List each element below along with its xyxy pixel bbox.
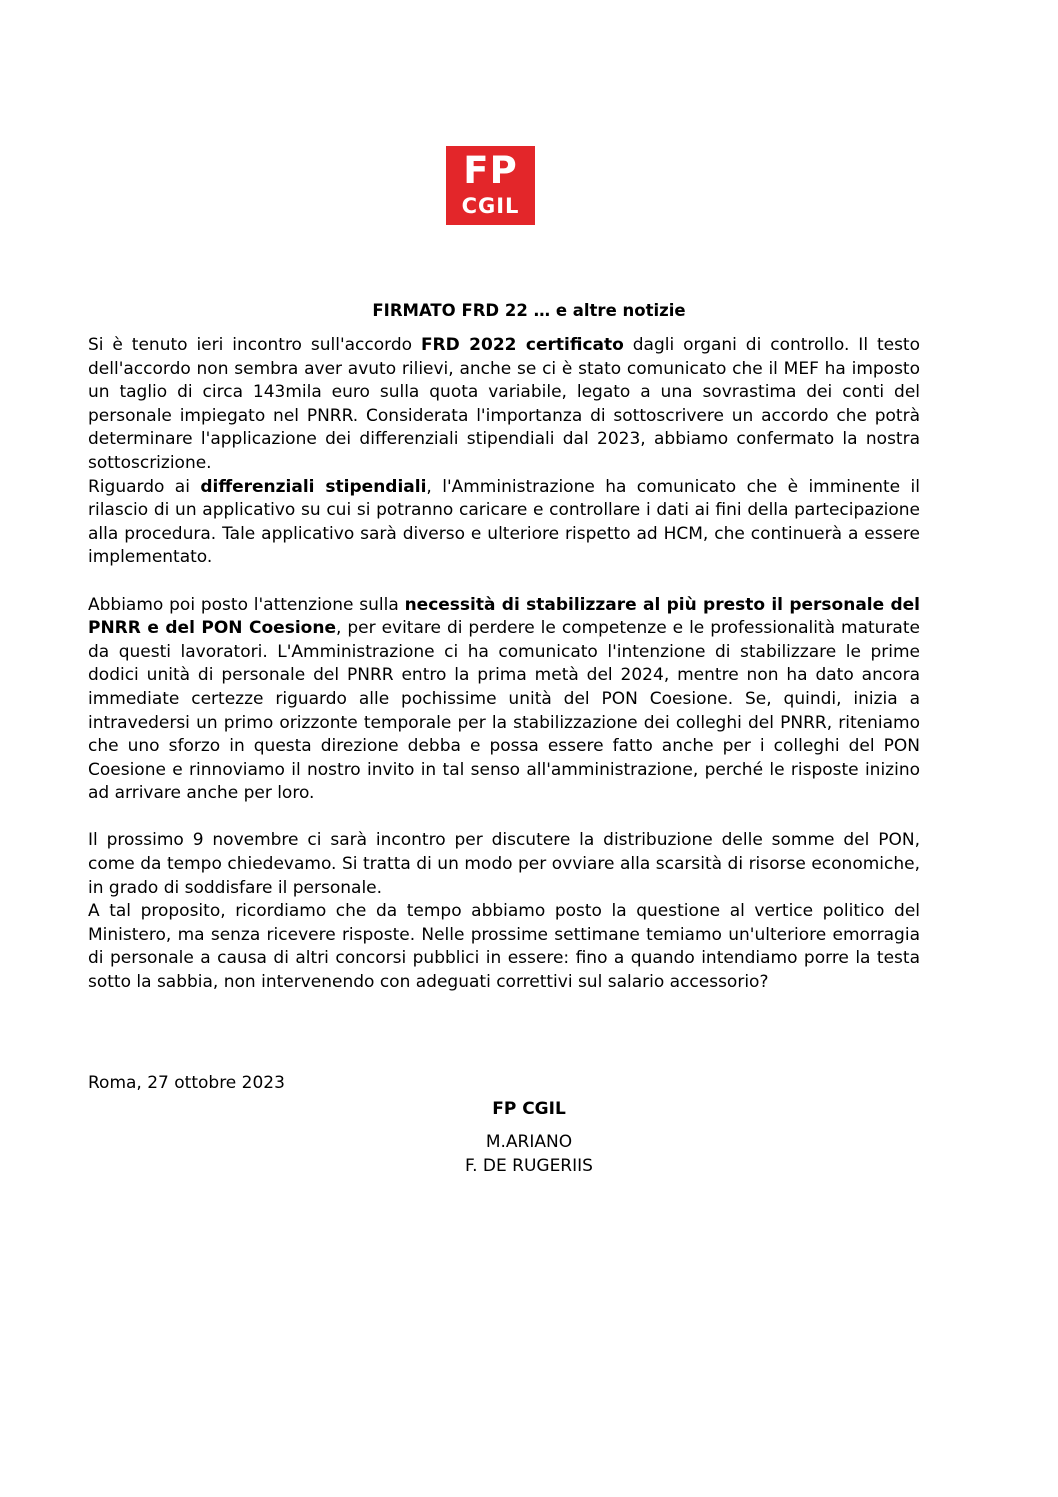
document-body [88,334,920,995]
paragraph-differenziali [88,476,920,570]
p1-text-a: Si è tenuto ieri incontro sull'accordo [88,335,421,355]
logo-line-fp: FP [463,149,518,192]
document-title: FIRMATO FRD 22 … e altre notizie [372,301,686,320]
p1-bold: FRD 2022 certificato [420,335,624,355]
logo-line-cgil: CGIL [461,194,520,218]
paragraph-pon-incontro: Il prossimo 9 novembre ci sarà incontro per discutere la distribuzione delle somme del PON, come da tempo chiedevamo. Si tratta di un modo per ovviare alla scarsità di risorse economiche, in grado di soddisfare il personale. [88,830,920,898]
p1-text-c: dagli organi di controllo. Il testo dell'accordo non sembra aver avuto rilievi, anche se ci è stato comunicato che il MEF ha imposto un taglio di circa 143mila euro sulla quota variabile, legato a una sovrastima dei conti del personale impiegato nel PNRR. Considerata l'importanza di sottoscrivere un accordo che potrà determinare l'applicazione dei differenziali stipendiali dal 2023, abbiamo confermato la nostra sottoscrizione. [88,335,920,473]
signature-organization: FP CGIL [492,1099,566,1119]
p2-bold: differenziali stipendiali [200,476,427,497]
p3-bold: necessità di stabilizzare al più presto il personale del PNRR e del PON Coesione [88,594,920,639]
p2-text-a: Riguardo ai [88,476,201,497]
paragraph-stabilizzazione [88,594,920,806]
fp-cgil-logo [446,146,535,225]
paragraph-frd-2022 [88,334,920,476]
place-date: Roma, 27 ottobre 2023 [88,1073,285,1093]
signatory-name: M.ARIANO [485,1132,573,1152]
p3-text-a: Abbiamo poi posto l'attenzione sulla [88,594,405,615]
signatory-name: F. DE RUGERIIS [465,1156,593,1176]
paragraph-salario-accessorio: A tal proposito, ricordiamo che da tempo abbiamo posto la questione al vertice politico del Ministero, ma senza ricevere risposte. Nelle prossime settimane temiamo un'ulteriore emorragia di personale a causa di altri concorsi pubblici in essere: fino a quando intendiamo porre la testa sotto la sabbia, non intervenendo con adeguati correttivi sul salario accessorio? [88,901,920,993]
p2-text-c: , l'Amministrazione ha comunicato che è imminente il rilascio di un applicativo su cui si potranno caricare e controllare i dati ai fini della partecipazione alla procedura. Tale applicativo sarà diverso e ulteriore rispetto ad HCM, che continuerà a essere implementato. [88,476,920,568]
p3-text-c: , per evitare di perdere le competenze e le professionalità maturate da questi lavoratori. L'Amministrazione ci ha comunicato l'intenzione di stabilizzare le prime dodici unità di personale del PNRR entro la prima metà del 2024, mentre non ha dato ancora immediate certezze riguardo alle pochissime unità del PON Coesione. Se, quindi, inizia a intravedersi un primo orizzonte temporale per la stabilizzazione dei colleghi del PNRR, riteniamo che uno sforzo in questa direzione debba e possa essere fatto anche per i colleghi del PON Coesione e rinnoviamo il nostro invito in tal senso all'amministrazione, perché le risposte inizino ad arrivare anche per loro. [88,618,920,804]
